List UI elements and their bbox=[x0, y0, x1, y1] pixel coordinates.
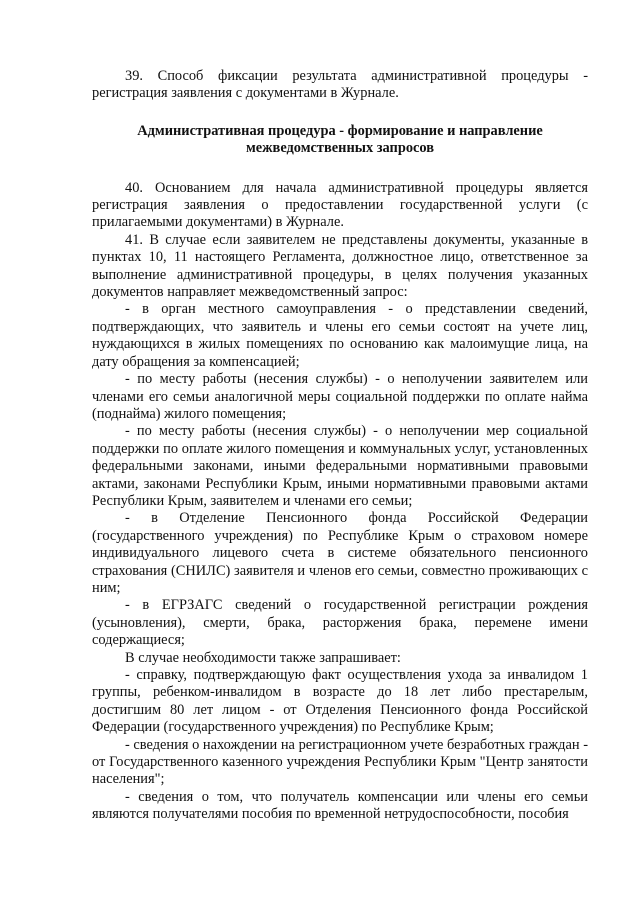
section-heading-line-2: межведомственных запросов bbox=[245, 140, 435, 157]
section-heading-line-1: Административная процедура - формирование и направление bbox=[137, 122, 543, 139]
spacer bbox=[92, 158, 588, 180]
request-item-egrzags: - в ЕГРЗАГС сведений о государственной регистрации рождения (усыновления), смерти, брака, расторжения брака, перемене имени содержащиеся; bbox=[92, 597, 588, 649]
also-item-unemployment: - сведения о нахождении на регистрационном учете безработных граждан - от Государственного казенного учреждения Республики Крым "Центр занятости населения"; bbox=[92, 736, 588, 788]
request-item-workplace-rent: - по месту работы (несения службы) - о неполучении заявителем или членами его семьи аналогичной меры социальной поддержки по оплате найма (поднайма) жилого помещения; bbox=[92, 371, 588, 422]
request-item-pension-fund: - в Отделение Пенсионного фонда Российской Федерации (государственного учреждения) по Республике Крым о страховом номере индивидуального лицевого счета в системе обязательного пенсионного страхования (СНИЛС) заявителя и членов его семьи, совместно проживающих с ним; bbox=[92, 510, 588, 596]
request-item-workplace-utilities: - по месту работы (несения службы) - о неполучении мер социальной поддержки по оплате жилого помещения и коммунальных услуг, установленных федеральными законами, иными федеральными нормативными правовыми актами, законами Республики Крым, иными нормативными правовыми актами Республики Крым, заявителем и членами его семьи; bbox=[92, 423, 588, 509]
also-item-benefits: - сведения о том, что получатель компенсации или члены его семьи являются получателями пособия по временной нетрудоспособности, пособия bbox=[92, 788, 588, 823]
paragraph-39: 39. Способ фиксации результата административной процедуры - регистрация заявления с документами в Журнале. bbox=[92, 68, 588, 102]
spacer bbox=[92, 103, 588, 123]
also-requests-intro: В случае необходимости также запрашивает: bbox=[125, 649, 401, 666]
request-item-local-government: - в орган местного самоуправления - о представлении сведений, подтверждающих, что заявитель и члены его семьи состоят на учете лиц, нуждающихся в жилых помещениях по основанию как малоимущие лица, на дату обращения за компенсацией; bbox=[92, 301, 588, 370]
document-page bbox=[92, 68, 588, 824]
section-heading bbox=[92, 123, 588, 158]
also-item-care-certificate: - справку, подтверждающую факт осуществления ухода за инвалидом 1 группы, ребенком-инвалидом в возрасте до 18 лет либо престарелым, достигшим 80 лет лицом - от Отделения Пенсионного фонда Российской Федерации (государственного учреждения) по Республике Крым; bbox=[92, 667, 588, 736]
paragraph-41: 41. В случае если заявителем не представлены документы, указанные в пунктах 10, 11 настоящего Регламента, должностное лицо, ответственное за выполнение административной процедуры, в целях получения указанных документов направляет межведомственный запрос: bbox=[92, 231, 588, 301]
paragraph-40: 40. Основанием для начала административной процедуры является регистрация заявления о предоставлении государственной услуги (с прилагаемыми документами) в Журнале. bbox=[92, 179, 588, 231]
